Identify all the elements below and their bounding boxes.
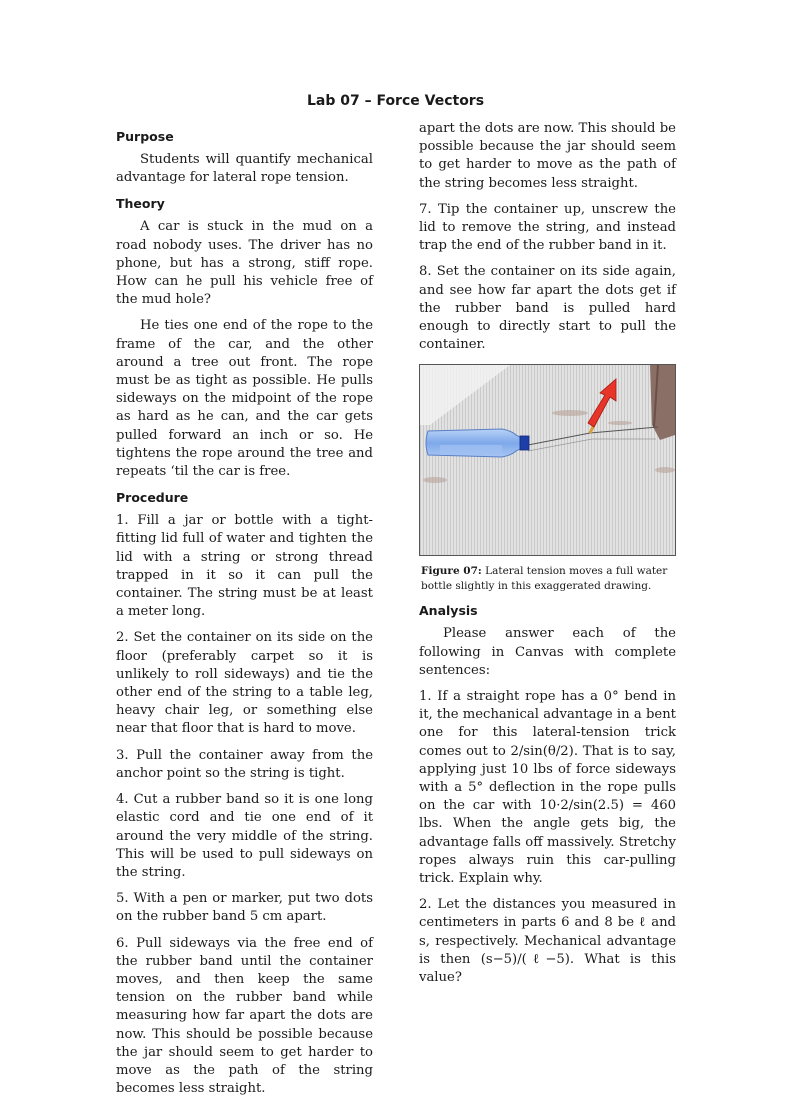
theory-paragraph-1: A car is stuck in the mud on a road nobody uses. The driver has no phone, but has a strong, stiff rope. How can he pull his vehicle free of the mud hole? <box>116 219 373 308</box>
theory-paragraph-2: He ties one end of the rope to the frame of the car, and the other around a tree out front. The rope must be as tight as possible. He pulls sideways on the midpoint of the rope as hard as he can, and the car gets pulled forward an inch or so. He tightens the rope around the tree and repeats ‘til the car is free. <box>116 318 373 480</box>
floor-smudge-1 <box>552 410 588 416</box>
theory-heading: Theory <box>116 196 165 212</box>
procedure-step-6: 6. Pull sideways via the free end of the rubber band until the container moves, and then keep the same tension on the rubber band while measuring how far apart the dots are now. This should be possible because the jar should seem to get harder to move as the path of the string becomes less straight. <box>116 935 373 1097</box>
procedure-step-7: 7. Tip the container up, unscrew the lid to remove the string, and instead trap the end of the rubber band in it. <box>419 201 676 254</box>
floor-smudge-2 <box>608 421 632 425</box>
purpose-heading: Purpose <box>116 129 174 144</box>
page-title: Lab 07 – Force Vectors <box>306 93 485 109</box>
procedure-step-2: 2. Set the container on its side on the floor (preferably carpet so it is unlikely to roll sideways) and tie the other end of the string to a table leg, heavy chair leg, or something else near that floor that is hard to move. <box>116 630 373 737</box>
bottle-drawing <box>420 365 675 555</box>
procedure-step-8: 8. Set the container on its side again, and see how far apart the dots get if the rubber band is pulled hard enough to directly start to pull the container. <box>419 264 676 353</box>
procedure-heading: Procedure <box>116 490 189 506</box>
bottle-cap <box>520 436 529 450</box>
procedure-step-5: 5. With a pen or marker, put two dots on the rubber band 5 cm apart. <box>116 891 373 925</box>
right-column <box>419 121 676 995</box>
figure-caption <box>421 564 676 594</box>
analysis-heading: Analysis <box>419 603 478 619</box>
floor-smudge-4 <box>655 467 675 473</box>
analysis-intro: Please answer each of the following in Canvas with complete sentences: <box>419 626 676 678</box>
analysis-question-1: 1. If a straight rope has a 0° bend in it, the mechanical advantage in a bent one for this lateral-tension trick comes out to 2/sin(θ/2). That is to say, applying just 10 lbs of force sideways with a 5° deflection in the rope pulls on the car with 10·2/sin(2.5) = 460 lbs. When the angle gets big, the advantage falls off massively. Stretchy ropes always ruin this car-pulling trick. Explain why. <box>419 689 676 887</box>
figure-label: Figure 07: <box>421 565 482 578</box>
left-column <box>116 126 373 1106</box>
water-bottle <box>426 429 529 457</box>
procedure-step-6-continued: apart the dots are now. This should be possible because the jar should seem to get harder to move as the path of the string becomes less straight. <box>419 121 676 191</box>
procedure-step-1: 1. Fill a jar or bottle with a tight-fitting lid full of water and tighten the lid with a string or strong thread trapped in it so it can pull the container. The string must be at least a meter long. <box>116 513 373 620</box>
analysis-question-2: 2. Let the distances you measured in centimeters in parts 6 and 8 be ℓ and s, respectively. Mechanical advantage is then (s−5)/(ℓ−5). What is this value? <box>419 897 676 986</box>
procedure-step-3: 3. Pull the container away from the anchor point so the string is tight. <box>116 747 373 781</box>
figure-07-illustration <box>419 364 676 556</box>
purpose-text: Students will quantify mechanical advantage for lateral rope tension. <box>116 152 373 186</box>
procedure-step-4: 4. Cut a rubber band so it is one long elastic cord and tie one end of it around the very middle of the string. This will be used to pull sideways on the string. <box>116 792 373 880</box>
floor-smudge-3 <box>423 477 447 483</box>
figure-caption-text: Lateral tension moves a full water bottle slightly in this exaggerated drawing. <box>421 565 668 593</box>
